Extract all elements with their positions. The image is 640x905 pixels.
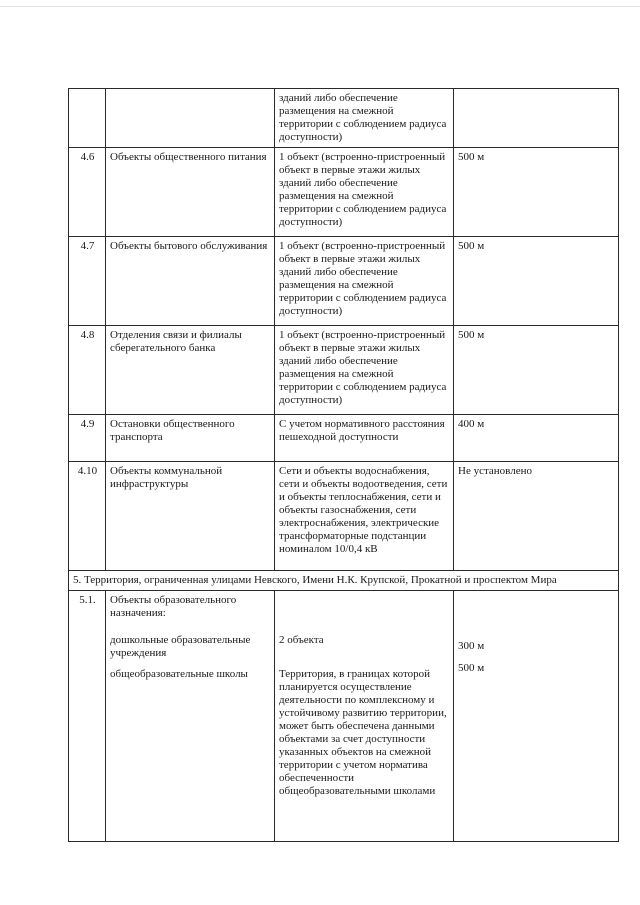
page-top-edge bbox=[0, 6, 640, 7]
row-distance: Не установлено bbox=[454, 462, 619, 571]
spacer bbox=[279, 660, 450, 668]
table-row-4-7 bbox=[69, 237, 619, 326]
spacer bbox=[110, 620, 271, 634]
row-number: 5.1. bbox=[69, 591, 106, 842]
row-number: 4.8 bbox=[69, 326, 106, 415]
row-distance: 500 м bbox=[454, 237, 619, 326]
row-distance: 400 м bbox=[454, 415, 619, 462]
sub-item-name: дошкольные образовательные учреждения bbox=[110, 634, 251, 659]
table-row-4-9 bbox=[69, 415, 619, 462]
row-number: 4.7 bbox=[69, 237, 106, 326]
sub-item-requirement: 2 объекта bbox=[279, 634, 324, 646]
table-row-5-1 bbox=[69, 591, 619, 842]
row-distance: 500 м bbox=[454, 148, 619, 237]
row-requirement: зданий либо обеспечение размещения на смежной территории с соблюдением радиуса доступности) bbox=[275, 89, 454, 148]
row-name: Объекты образовательного назначения: bbox=[110, 594, 237, 619]
section-row bbox=[69, 571, 619, 591]
sub-item-name: общеобразовательные школы bbox=[110, 668, 248, 680]
row-distance bbox=[454, 89, 619, 148]
norms-table bbox=[68, 88, 619, 842]
row-number: 4.6 bbox=[69, 148, 106, 237]
row-name: Объекты коммунальной инфраструктуры bbox=[106, 462, 275, 571]
row-name: Остановки общественного транспорта bbox=[106, 415, 275, 462]
sub-item-distance: 500 м bbox=[458, 662, 485, 674]
section-title: 5. Территория, ограниченная улицами Невского, Имени Н.К. Крупской, Прокатной и проспектом Мира bbox=[69, 571, 619, 591]
sub-item-distance: 300 м bbox=[458, 640, 485, 652]
table-row-continuation bbox=[69, 89, 619, 148]
spacer bbox=[279, 594, 450, 620]
spacer bbox=[458, 620, 615, 634]
row-distance: 500 м bbox=[454, 326, 619, 415]
spacer bbox=[279, 620, 450, 634]
row-name: Объекты бытового обслуживания bbox=[106, 237, 275, 326]
row-requirement: 1 объект (встроенно-пристроенный объект в первые этажи жилых зданий либо обеспечение размещения на смежной территории с соблюдением радиуса доступности) bbox=[275, 237, 454, 326]
spacer bbox=[458, 594, 615, 620]
row-name bbox=[106, 89, 275, 148]
row-distance-cell bbox=[454, 591, 619, 842]
row-number: 4.10 bbox=[69, 462, 106, 571]
row-requirement: Сети и объекты водоснабжения, сети и объекты водоотведения, сети и объекты теплоснабжения, сети и объекты газоснабжения, сети электроснабжения, электрические трансформаторные подстанции номиналом 10/0,4 кВ bbox=[275, 462, 454, 571]
row-requirement: 1 объект (встроенно-пристроенный объект в первые этажи жилых зданий либо обеспечение размещения на смежной территории с соблюдением радиуса доступности) bbox=[275, 148, 454, 237]
row-requirement: С учетом нормативного расстояния пешеходной доступности bbox=[275, 415, 454, 462]
sub-item-requirement: Территория, в границах которой планируется осуществление деятельности по комплексному и устойчивому развитию территории, может быть обеспечена данными объектами за счет доступности указанных объектов на смежной территории с учетом норматива обеспеченности общеобразовательными школами bbox=[279, 668, 447, 797]
row-name-cell bbox=[106, 591, 275, 842]
row-requirement: 1 объект (встроенно-пристроенный объект в первые этажи жилых зданий либо обеспечение размещения на смежной территории с соблюдением радиуса доступности) bbox=[275, 326, 454, 415]
spacer bbox=[110, 660, 271, 668]
table-row-4-10 bbox=[69, 462, 619, 571]
table-row-4-6 bbox=[69, 148, 619, 237]
table-row-4-8 bbox=[69, 326, 619, 415]
row-number bbox=[69, 89, 106, 148]
row-name: Объекты общественного питания bbox=[106, 148, 275, 237]
row-number: 4.9 bbox=[69, 415, 106, 462]
row-name: Отделения связи и филиалы сберегательного банка bbox=[106, 326, 275, 415]
row-requirement-cell bbox=[275, 591, 454, 842]
